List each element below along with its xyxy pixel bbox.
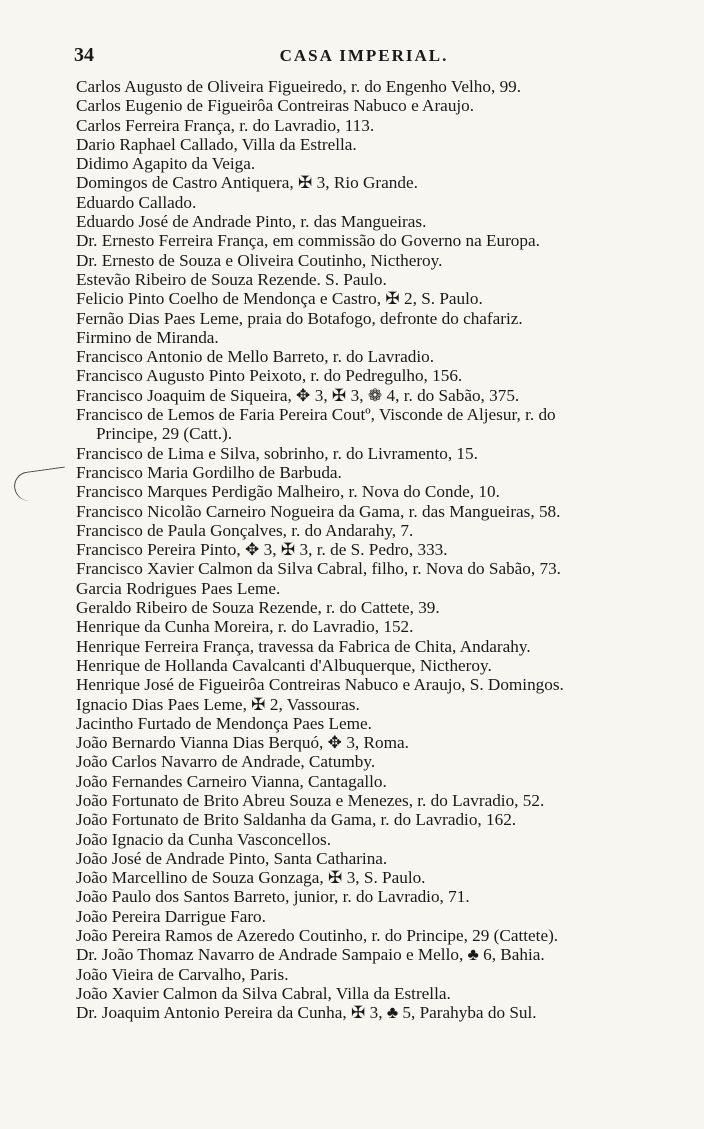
- entry-text: Francisco de Lima e Silva, sobrinho, r. do Livramento, 15.: [76, 443, 478, 463]
- entry-text: Carlos Eugenio de Figueirôa Contreiras Nabuco e Araujo.: [76, 96, 475, 116]
- list-item: [76, 1003, 666, 1022]
- entry-text: Francisco de Lemos de Faria Pereira Coutº, Visconde de Aljesur, r. do: [76, 405, 556, 425]
- entry-text: Eduardo Callado.: [76, 192, 197, 212]
- list-item: [76, 810, 666, 829]
- handwritten-bracket-mark: [12, 466, 69, 502]
- list-item: [76, 502, 666, 521]
- entry-text: Geraldo Ribeiro de Souza Rezende, r. do Cattete, 39.: [76, 598, 440, 618]
- member-list: [76, 77, 666, 1023]
- entry-text: Francisco de Paula Gonçalves, r. do Andarahy, 7.: [76, 520, 414, 540]
- list-item: [76, 251, 666, 270]
- list-item: [76, 289, 666, 308]
- list-item: [76, 675, 666, 694]
- list-item: [76, 926, 666, 945]
- list-item: [76, 887, 666, 906]
- list-item: [76, 386, 666, 405]
- list-item: [76, 830, 666, 849]
- list-item: [76, 154, 666, 173]
- list-item: [76, 965, 666, 984]
- list-item: [76, 521, 666, 540]
- entry-text: João Paulo dos Santos Barreto, junior, r. do Lavradio, 71.: [76, 887, 470, 907]
- entry-text: Garcia Rodrigues Paes Leme.: [76, 578, 281, 598]
- list-item: [76, 733, 666, 752]
- entry-text: Dr. João Thomaz Navarro de Andrade Sampaio e Mello, ♣ 6, Bahia.: [76, 945, 545, 965]
- list-item: [76, 116, 666, 135]
- list-item: [76, 135, 666, 154]
- entry-text: Henrique da Cunha Moreira, r. do Lavradio, 152.: [76, 617, 414, 637]
- entry-text: João Ignacio da Cunha Vasconcellos.: [76, 829, 332, 849]
- list-item: [76, 328, 666, 347]
- entry-text: Francisco Antonio de Mello Barreto, r. do Lavradio.: [76, 347, 434, 367]
- list-item: [76, 366, 666, 385]
- list-item: [76, 849, 666, 868]
- list-item: [76, 907, 666, 926]
- list-item: [76, 695, 666, 714]
- entry-text: Eduardo José de Andrade Pinto, r. das Mangueiras.: [76, 212, 427, 232]
- entry-text: Dr. Ernesto de Souza e Oliveira Coutinho, Nictheroy.: [76, 250, 443, 270]
- entry-text: Dr. Ernesto Ferreira França, em commissão do Governo na Europa.: [76, 231, 540, 251]
- list-item: [76, 945, 666, 964]
- list-item: [76, 752, 666, 771]
- entry-text: Jacintho Furtado de Mendonça Paes Leme.: [76, 713, 372, 733]
- entry-text: Firmino de Miranda.: [76, 327, 219, 347]
- entry-text: João Pereira Ramos de Azeredo Coutinho, r. do Principe, 29 (Cattete).: [76, 926, 559, 946]
- list-item: [76, 270, 666, 289]
- entry-text: João Pereira Darrigue Faro.: [76, 906, 266, 926]
- list-item: [76, 598, 666, 617]
- entry-text: João Xavier Calmon da Silva Cabral, Villa da Estrella.: [76, 983, 451, 1003]
- list-item: [76, 77, 666, 96]
- entry-text: Fernão Dias Paes Leme, praia do Botafogo, defronte do chafariz.: [76, 308, 523, 328]
- entry-text: Francisco Nicolão Carneiro Nogueira da Gama, r. das Mangueiras, 58.: [76, 501, 561, 521]
- entry-text: Ignacio Dias Paes Leme, ✠ 2, Vassouras.: [76, 694, 360, 714]
- list-item: [76, 309, 666, 328]
- list-item: [76, 347, 666, 366]
- entry-text: João Carlos Navarro de Andrade, Catumby.: [76, 752, 376, 772]
- list-item: [76, 444, 666, 463]
- entry-text: Carlos Augusto de Oliveira Figueiredo, r. do Engenho Velho, 99.: [76, 77, 522, 96]
- entry-continuation: Principe, 29 (Catt.).: [96, 424, 233, 444]
- entry-text: Francisco Augusto Pinto Peixoto, r. do Pedregulho, 156.: [76, 366, 463, 386]
- entry-text: Francisco Maria Gordilho de Barbuda.: [76, 462, 342, 482]
- entry-text: Dario Raphael Callado, Villa da Estrella.: [76, 134, 357, 154]
- list-item: [76, 193, 666, 212]
- list-item: [76, 714, 666, 733]
- entry-text: Henrique José de Figueirôa Contreiras Nabuco e Araujo, S. Domingos.: [76, 675, 564, 695]
- entry-text: João Fernandes Carneiro Vianna, Cantagallo.: [76, 771, 387, 791]
- list-item: [76, 212, 666, 231]
- entry-text: João José de Andrade Pinto, Santa Catharina.: [76, 848, 388, 868]
- list-item: [76, 559, 666, 578]
- entry-text: Felicio Pinto Coelho de Mendonça e Castro, ✠ 2, S. Paulo.: [76, 289, 483, 309]
- entry-text: Carlos Ferreira França, r. do Lavradio, 113.: [76, 115, 375, 135]
- page-number: 34: [74, 44, 94, 66]
- list-item: [76, 231, 666, 250]
- list-item: [76, 791, 666, 810]
- page-header: [74, 44, 654, 72]
- list-item: [76, 405, 666, 444]
- list-item: [76, 656, 666, 675]
- entry-text: Didimo Agapito da Veiga.: [76, 154, 256, 174]
- list-item: [76, 463, 666, 482]
- list-item: [76, 96, 666, 115]
- list-item: [76, 868, 666, 887]
- list-item: [76, 772, 666, 791]
- list-item: [76, 482, 666, 501]
- entry-text: João Fortunato de Brito Abreu Souza e Menezes, r. do Lavradio, 52.: [76, 790, 545, 810]
- entry-text: Francisco Xavier Calmon da Silva Cabral, filho, r. Nova do Sabão, 73.: [76, 559, 561, 579]
- entry-text: João Fortunato de Brito Saldanha da Gama, r. do Lavradio, 162.: [76, 810, 517, 830]
- entry-text: Domingos de Castro Antiquera, ✠ 3, Rio Grande.: [76, 173, 418, 193]
- entry-text: Henrique de Hollanda Cavalcanti d'Albuquerque, Nictheroy.: [76, 655, 492, 675]
- running-title: CASA IMPERIAL.: [279, 46, 449, 65]
- entry-text: Estevão Ribeiro de Souza Rezende. S. Paulo.: [76, 269, 387, 289]
- list-item: [76, 173, 666, 192]
- list-item: [76, 984, 666, 1003]
- entry-text: Dr. Joaquim Antonio Pereira da Cunha, ✠ 3, ♣ 5, Parahyba do Sul.: [76, 1003, 537, 1023]
- list-item: [76, 617, 666, 636]
- entry-text: João Bernardo Vianna Dias Berquó, ✥ 3, Roma.: [76, 733, 409, 753]
- entry-text: Francisco Joaquim de Siqueira, ✥ 3, ✠ 3, ❁ 4, r. do Sabão, 375.: [76, 385, 520, 405]
- entry-text: João Vieira de Carvalho, Paris.: [76, 964, 289, 984]
- entry-text: Francisco Pereira Pinto, ✥ 3, ✠ 3, r. de S. Pedro, 333.: [76, 540, 448, 560]
- list-item: [76, 579, 666, 598]
- entry-text: Henrique Ferreira França, travessa da Fabrica de Chita, Andarahy.: [76, 636, 531, 656]
- list-item: [76, 540, 666, 559]
- list-item: [76, 637, 666, 656]
- entry-text: Francisco Marques Perdigão Malheiro, r. Nova do Conde, 10.: [76, 482, 500, 502]
- entry-text: João Marcellino de Souza Gonzaga, ✠ 3, S. Paulo.: [76, 868, 426, 888]
